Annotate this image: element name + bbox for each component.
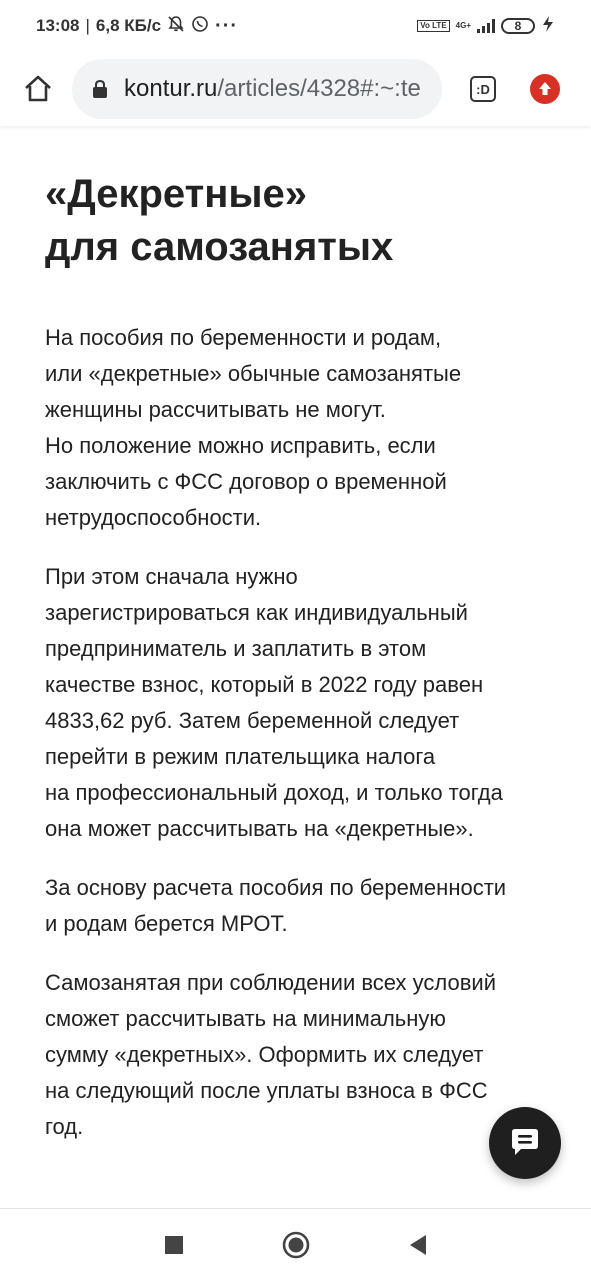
status-speed: 6,8 КБ/с xyxy=(95,16,162,35)
article-paragraph: За основу расчета пособия по беременности и родам берется МРОТ. xyxy=(45,875,507,936)
more-notifications-icon: ··· xyxy=(215,15,239,37)
status-left xyxy=(36,15,238,38)
network-type: 4G+ xyxy=(455,21,471,30)
status-separator: | xyxy=(85,16,90,35)
article-paragraph: При этом сначала нужно зарегистрироваться как индивидуальный предприниматель и заплатить в этом качестве взнос, который в 2022 году равен 4833,62 руб. Затем беременной следует перейти в режим плательщика налога на профессиональный доход, и только тогда она может рассчитывать на «декретные». xyxy=(45,564,503,841)
status-time: 13:08 xyxy=(36,16,80,35)
article-title-line2: для самозанятых xyxy=(45,225,394,269)
url-bar[interactable] xyxy=(72,59,442,119)
charging-icon xyxy=(541,15,555,38)
article-paragraph: На пособия по беременности и родам, или «декретные» обычные самозанятые женщины рассчитывать не могут. Но положение можно исправить, если заключить с ФСС договор о временной нетрудоспособности. xyxy=(45,325,462,530)
circle-home-icon xyxy=(282,1231,310,1259)
nav-recents-button[interactable] xyxy=(159,1230,189,1260)
status-right xyxy=(417,15,555,38)
article-title-line1: «Декретные» xyxy=(45,172,308,216)
url-host: kontur.ru xyxy=(124,75,218,102)
update-arrow-icon xyxy=(536,80,554,98)
nav-home-button[interactable] xyxy=(281,1230,311,1260)
chat-button[interactable] xyxy=(489,1107,561,1179)
url-text xyxy=(124,75,421,103)
battery-icon xyxy=(501,18,535,34)
whatsapp-icon xyxy=(191,15,209,38)
update-button[interactable] xyxy=(530,74,560,104)
article-content xyxy=(0,126,591,1168)
browser-toolbar xyxy=(0,52,591,126)
url-path: /articles/4328#:~:te xyxy=(217,75,421,102)
home-icon xyxy=(22,73,54,105)
battery-level: 8 xyxy=(514,19,522,33)
tabs-button[interactable] xyxy=(470,76,496,102)
chat-icon xyxy=(509,1128,541,1158)
signal-icon xyxy=(477,19,495,33)
back-triangle-icon xyxy=(408,1234,428,1256)
stop-square-icon xyxy=(165,1236,183,1254)
volte-icon: Vo LTE xyxy=(417,20,449,32)
home-button[interactable] xyxy=(18,69,58,109)
status-bar xyxy=(0,0,591,52)
system-nav-bar xyxy=(0,1208,591,1281)
nav-back-button[interactable] xyxy=(403,1230,433,1260)
lock-icon xyxy=(92,80,108,98)
article-title xyxy=(45,168,525,274)
tabs-icon: :D xyxy=(476,81,490,97)
article-paragraph: Самозанятая при соблюдении всех условий сможет рассчитывать на минимальную сумму «декретных». Оформить их следует на следующий после уплаты взноса в ФСС год. xyxy=(45,970,497,1139)
bell-off-icon xyxy=(167,15,185,38)
